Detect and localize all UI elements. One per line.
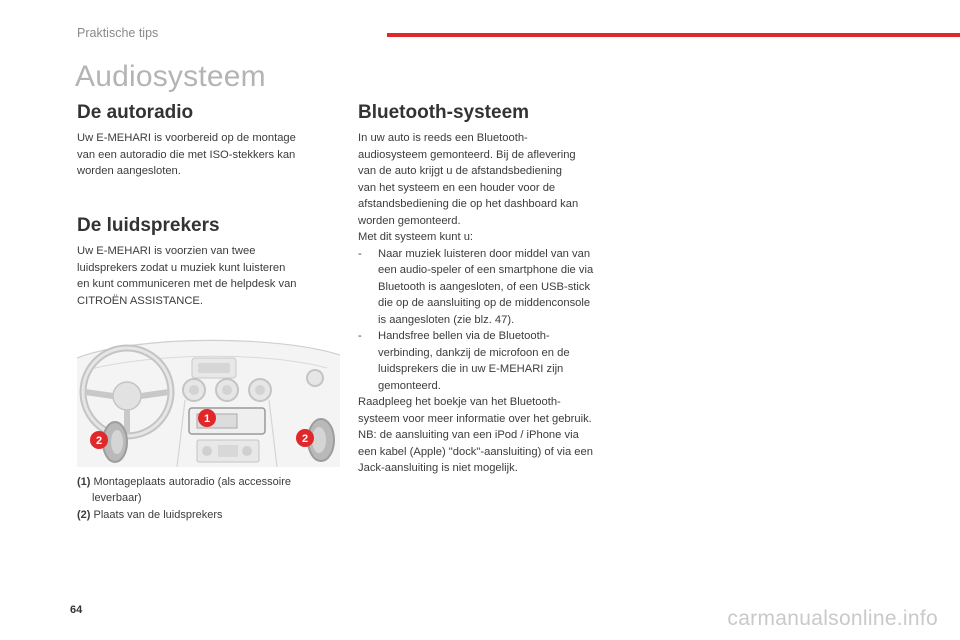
list-item-line: luidsprekers die in uw E-MEHARI zijn — [378, 363, 564, 375]
autoradio-line: worden aangesloten. — [77, 165, 181, 177]
bluetooth-line: worden gemonteerd. — [358, 214, 461, 227]
autoradio-line: van een autoradio die met ISO-stekkers kan — [77, 148, 296, 161]
caption-1 — [77, 474, 342, 506]
callout-2-left — [90, 431, 108, 449]
bluetooth-heading: Bluetooth-systeem — [358, 102, 530, 123]
list-item — [358, 328, 633, 394]
bluetooth-line: In uw auto is reeds een Bluetooth- — [358, 132, 528, 144]
dashboard-illustration — [77, 330, 340, 467]
list-item — [358, 246, 633, 329]
bluetooth-line: Raadpleeg het boekje van het Bluetooth- — [358, 396, 561, 408]
svg-text:1: 1 — [203, 413, 211, 425]
speakers-paragraph — [77, 243, 347, 309]
list-item-line: is aangesloten (zie blz. 47). — [378, 313, 515, 326]
list-item-line: verbinding, dankzij de microfoon en de — [378, 346, 570, 359]
caption-text: Montageplaats autoradio (als accessoire — [93, 476, 292, 488]
list-item-line: gemonteerd. — [378, 379, 441, 392]
bluetooth-line: systeem voor meer informatie over het gebruik. — [358, 412, 592, 425]
bluetooth-paragraph — [358, 130, 633, 477]
bluetooth-line: audiosysteem gemonteerd. Bij de aflevering — [358, 148, 576, 161]
svg-text:2: 2 — [95, 435, 103, 447]
list-item-line: Bluetooth is aangesloten, of een USB-stick — [378, 280, 591, 293]
bluetooth-line: afstandsbediening die op het dashboard kan — [358, 198, 579, 210]
page-title: Audiosysteem — [75, 60, 266, 93]
bluetooth-line: een kabel (Apple) "dock"-aansluiting) of via een — [358, 445, 593, 458]
bluetooth-line: Met dit systeem kunt u: — [358, 231, 474, 243]
list-dash: - — [358, 247, 362, 260]
caption-number: (1) — [77, 476, 91, 488]
page-number: 64 — [70, 604, 83, 616]
bluetooth-line: van het systeem en een houder voor de — [358, 181, 556, 194]
bluetooth-line: van de auto krijgt u de afstandsbediening — [358, 165, 563, 177]
callout-1 — [198, 409, 216, 427]
list-item-line: Naar muziek luisteren door middel van van — [378, 247, 591, 260]
autoradio-line: Uw E-MEHARI is voorbereid op de montage — [77, 132, 296, 144]
section-label: Praktische tips — [77, 26, 159, 40]
caption-2 — [77, 507, 342, 523]
speakers-line: luidsprekers zodat u muziek kunt luisteren — [77, 261, 286, 274]
speakers-line: CITROËN ASSISTANCE. — [77, 294, 203, 307]
bluetooth-line: Jack-aansluiting is niet mogelijk. — [358, 462, 518, 474]
autoradio-heading: De autoradio — [77, 102, 194, 123]
list-dash: - — [358, 330, 362, 342]
speakers-heading: De luidsprekers — [77, 215, 220, 236]
list-item-line: die op de aansluiting op de middenconsole — [378, 297, 591, 309]
caption-number: (2) — [77, 509, 91, 521]
caption-text: leverbaar) — [92, 492, 142, 504]
watermark: carmanualsonline.info — [727, 607, 938, 630]
list-item-line: een audio-speler of een smartphone die via — [378, 264, 594, 276]
speakers-line: Uw E-MEHARI is voorzien van twee — [77, 245, 256, 257]
autoradio-paragraph — [77, 130, 347, 180]
bluetooth-line: NB: de aansluiting van een iPod / iPhone via — [358, 429, 579, 441]
caption-text: Plaats van de luidsprekers — [93, 509, 223, 521]
header-rule — [387, 33, 960, 37]
list-item-line: Handsfree bellen via de Bluetooth- — [378, 330, 550, 342]
callout-2-right — [296, 429, 314, 447]
svg-text:2: 2 — [301, 433, 309, 445]
speakers-line: en kunt communiceren met de helpdesk van — [77, 278, 297, 290]
